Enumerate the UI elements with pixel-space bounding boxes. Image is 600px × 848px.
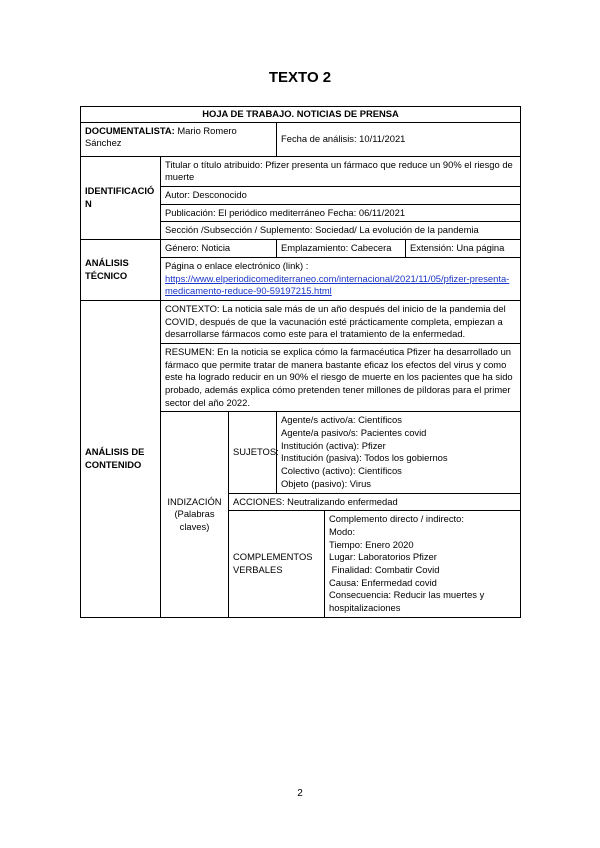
documentalista-cell [81,122,277,156]
analisis-contenido-label: ANÁLISIS DE CONTENIDO [81,300,161,617]
sujeto-item: Objeto (pasivo): Virus [281,477,371,489]
analisis-tecnico-label: ANÁLISIS TÉCNICO [81,240,161,301]
complemento-item: Consecuencia: Reducir las muertes y hospitalizaciones [329,589,485,613]
worksheet-table [80,106,521,618]
page-number: 2 [297,788,303,799]
indizacion-sub: (Palabras claves) [174,508,215,532]
acciones: ACCIONES: Neutralizando enfermedad [229,493,521,511]
contexto: CONTEXTO: La noticia sale más de un año después del inicio de la pandemia del COVID, después de que la vacunación esté prácticamente completa, empiezan a desarrollarse fármacos como este para el tratamiento de la enfermedad. [161,300,521,343]
publicacion: Publicación: El periódico mediterráneo Fecha: 06/11/2021 [161,204,521,222]
sujeto-item: Agente/s activo/a: Científicos [281,414,402,426]
resumen: RESUMEN: En la noticia se explica cómo la farmacéutica Pfizer ha desarrollado un fármaco que permite tratar de manera bastante eficaz los efectos del virus y como este ha logrado reducir en un 90% el riesgo de muerte en los pacientes que ha sido probado, además explica cómo pretenden tener millones de píldoras para el primer sector del año 2022. [161,343,521,411]
complemento-item: Complemento directo / indirecto: [329,513,464,525]
autor: Autor: Desconocido [161,187,521,205]
complemento-item: Causa: Enfermedad covid [329,576,437,588]
seccion: Sección /Subsección / Suplemento: Sociedad/ La evolución de la pandemia [161,222,521,240]
sheet-header: HOJA DE TRABAJO. NOTICIAS DE PRENSA [81,107,521,123]
enlace-link[interactable]: https://www.elperiodicomediterraneo.com/internacional/2021/11/05/pfizer-presenta-medicamento-reduce-90-59197215.html [165,272,510,297]
sujeto-item: Institución (pasiva): Todos los gobiernos [281,452,448,464]
page-title: TEXTO 2 [268,69,332,86]
documentalista-label: DOCUMENTALISTA: [85,124,175,136]
indizacion-label: INDIZACIÓN [167,495,222,507]
sujeto-item: Institución (activa): Pfizer [281,439,386,451]
complemento-item: Finalidad: Combatir Covid [329,563,440,575]
enlace-label: Página o enlace electrónico (link) : [165,259,309,271]
complemento-item: Modo: [329,525,356,537]
identificacion-label: IDENTIFICACIÓN [81,156,161,239]
indizacion-cell [161,412,229,617]
documentalista-value: Mario Romero Sánchez [85,124,237,149]
sujetos-list [277,412,521,493]
emplazamiento: Emplazamiento: Cabecera [277,240,406,258]
fecha-analisis: Fecha de análisis: 10/11/2021 [277,122,521,156]
sujetos-label: SUJETOS: [229,412,277,493]
enlace-cell [161,257,521,300]
complemento-item: Lugar: Laboratorios Pfizer [329,551,437,563]
complementos-label: COMPLEMENTOS VERBALES [229,511,325,618]
complemento-item: Tiempo: Enero 2020 [329,538,414,550]
complementos-list [325,511,521,618]
sujeto-item: Colectivo (activo): Científicos [281,465,402,477]
extension: Extensión: Una página [406,240,521,258]
titular: Titular o título atribuido: Pfizer presenta un fármaco que reduce un 90% el riesgo de muerte [161,156,521,186]
genero: Género: Noticia [161,240,277,258]
sujeto-item: Agente/a pasivo/s: Pacientes covid [281,427,427,439]
